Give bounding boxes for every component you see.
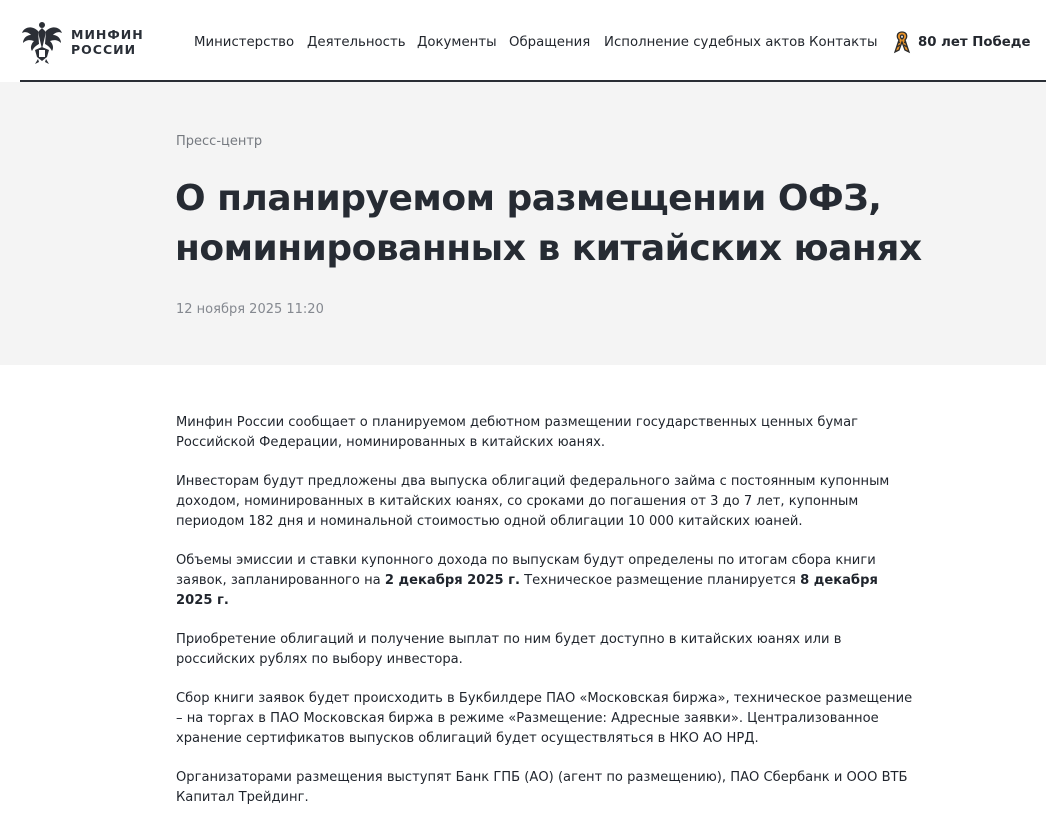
paragraph-3-text-a: Объемы эмиссии и ставки купонного дохода по выпускам будут определены по итогам сбора книги заявок, запланированного на: [176, 553, 876, 588]
paragraph-6: Организаторами размещения выступят Банк ГПБ (АО) (агент по размещению), ПАО Сбербанк и ООО ВТБ Капитал Трейдинг.: [176, 770, 908, 805]
site-header: [0, 0, 1046, 82]
article-hero: [0, 82, 1046, 365]
page-title-line-2: номинированных в китайских юанях: [175, 228, 922, 269]
logo-line-1: МИНФИН: [71, 27, 144, 42]
nav-item-documents[interactable]: Документы: [417, 35, 497, 50]
paragraph-4: Приобретение облигаций и получение выплат по ним будет доступно в китайских юанях или в российских рублях по выбору инвестора.: [176, 632, 842, 667]
nav-item-activity[interactable]: Деятельность: [307, 35, 406, 50]
paragraph-3: [176, 551, 916, 611]
page-title-line-1: О планируемом размещении ОФЗ,: [175, 178, 882, 219]
double-headed-eagle-icon[interactable]: [20, 19, 64, 65]
nav-item-contacts[interactable]: Контакты: [809, 35, 878, 50]
publication-date: 12 ноября 2025 11:20: [176, 302, 324, 317]
logo-text[interactable]: [71, 27, 144, 57]
nav-item-appeals[interactable]: Обращения: [509, 35, 591, 50]
paragraph-5: Сбор книги заявок будет происходить в Букбилдере ПАО «Московская биржа», техническое размещение – на торгах в ПАО Московская биржа в режиме «Размещение: Адресные заявки». Централизованное хранение сертификатов выпусков облигаций будет осуществляться в НКО АО НРД.: [176, 691, 913, 746]
paragraph-1: Минфин России сообщает о планируемом дебютном размещении государственных ценных бумаг Российской Федерации, номинированных в китайских юанях.: [176, 415, 858, 450]
paragraph-2: Инвесторам будут предложены два выпуска облигаций федерального займа с постоянным купонным доходом, номинированных в китайских юанях, со сроками до погашения от 3 до 7 лет, купонным периодом 182 дня и номинальной стоимостью одной облигации 10 000 китайских юаней.: [176, 474, 890, 529]
breadcrumb-press-center[interactable]: Пресс-центр: [176, 134, 263, 149]
nav-item-ministry[interactable]: Министерство: [194, 35, 295, 50]
paragraph-3-text-c: Техническое размещение планируется: [520, 573, 801, 588]
book-building-date: 2 декабря 2025 г.: [384, 573, 520, 588]
article-body: [176, 413, 916, 822]
st-george-ribbon-icon: [893, 30, 911, 54]
victory-80-link[interactable]: 80 лет Победе: [918, 35, 1031, 50]
nav-item-court-acts[interactable]: Исполнение судебных актов: [604, 35, 806, 50]
placement-date: 8 декабря 2025 г.: [176, 573, 878, 608]
page-title: [175, 174, 1015, 274]
logo-line-2: РОССИИ: [71, 42, 137, 57]
